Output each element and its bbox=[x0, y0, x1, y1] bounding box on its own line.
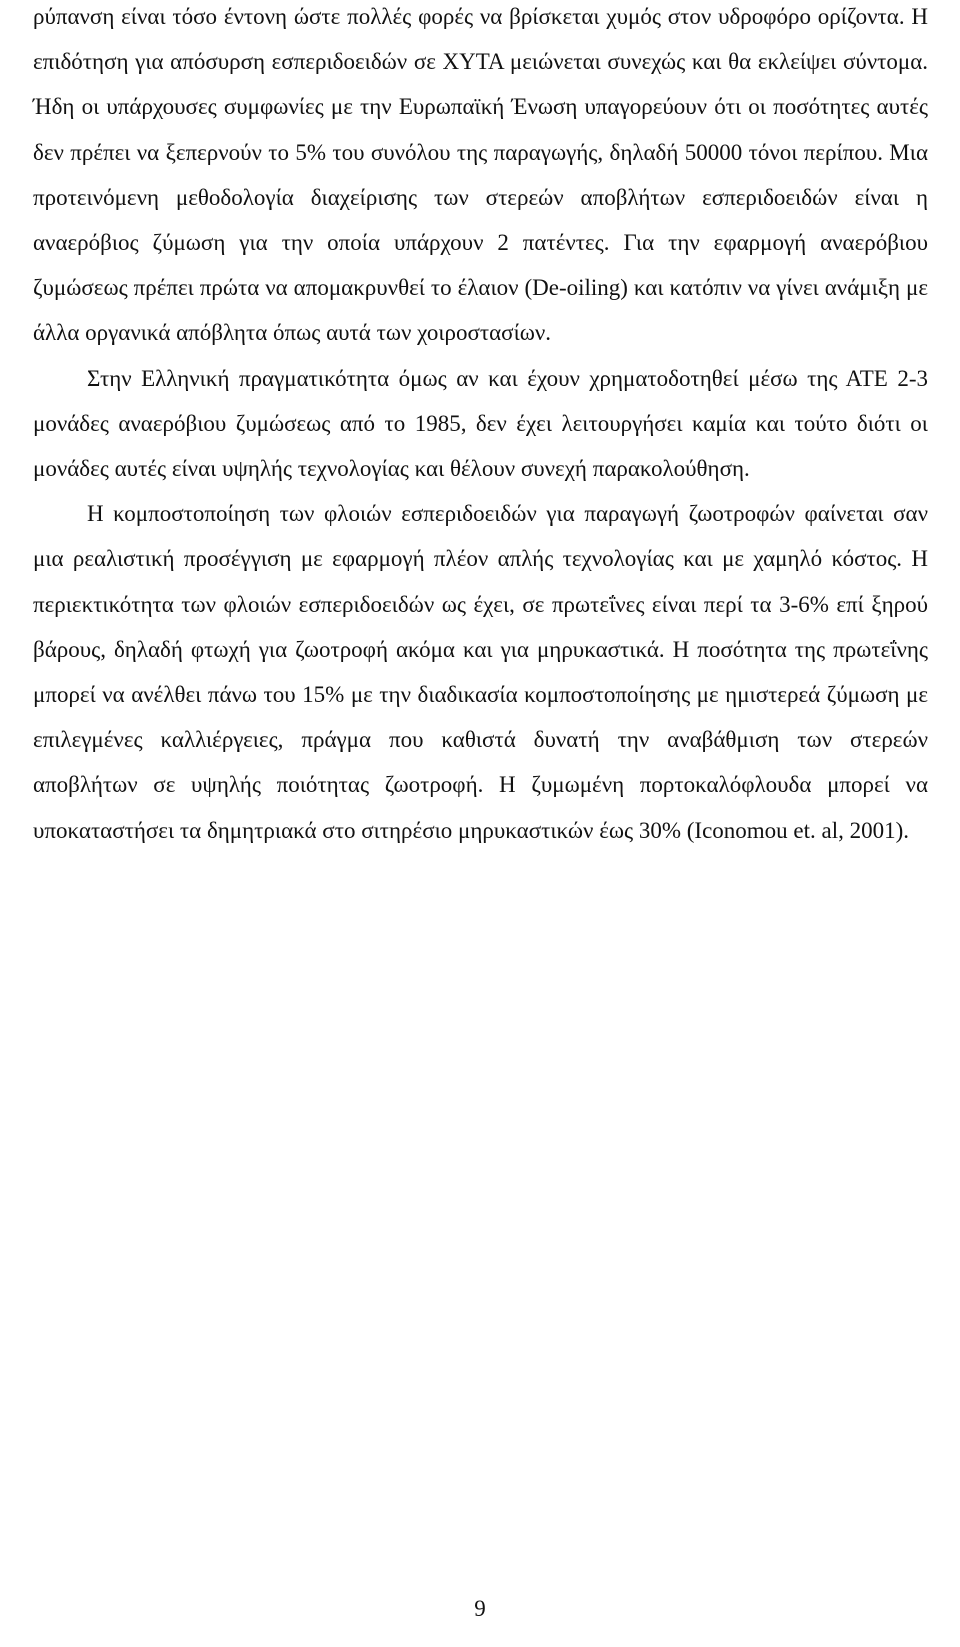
page-number: 9 bbox=[474, 1596, 486, 1621]
paragraph-composting-feed: Η κομποστοποίηση των φλοιών εσπεριδοειδών για παραγωγή ζωοτροφών φαίνεται σαν μια ρεαλιστική προσέγγιση με εφαρμογή πλέον απλής τεχνολογίας και με χαμηλό κόστος. Η περιεκτικότητα των φλοιών εσπεριδοειδών ως έχει, σε πρωτεΐνες είναι περί τα 3-6% επί ξηρού βάρους, δηλαδή φτωχή για ζωοτροφή ακόμα και για μηρυκαστικά. Η ποσότητα της πρωτεΐνης μπορεί να ανέλθει πάνω του 15% με την διαδικασία κομποστοποίησης με ημιστερεά ζύμωση με επιλεγμένες καλλιέργειες, πράγμα που καθιστά δυνατή την αναβάθμιση των στερεών αποβλήτων σε υψηλής ποιότητας ζωοτροφή. Η ζυμωμένη πορτοκαλόφλουδα μπορεί να υποκαταστήσει τα δημητριακά στο σιτηρέσιο μηρυκαστικών έως 30% (Iconomou et. al, 2001). bbox=[33, 501, 928, 843]
paragraph-anaerobic-units-greece: Στην Ελληνική πραγματικότητα όμως αν και έχουν χρηματοδοτηθεί μέσω της ΑΤΕ 2-3 μονάδες αναερόβιου ζυμώσεως από το 1985, δεν έχει λειτουργήσει καμία και τούτο διότι οι μονάδες αυτές είναι υψηλής τεχνολογίας και θέλουν συνεχή παρακολούθηση. bbox=[33, 365, 928, 482]
paragraph-citrus-waste-disposal: ρύπανση είναι τόσο έντονη ώστε πολλές φορές να βρίσκεται χυμός στον υδροφόρο ορίζοντα. Η επιδότηση για απόσυρση εσπεριδοειδών σε ΧΥΤΑ μειώνεται συνεχώς και θα εκλείψει σύντομα. Ήδη οι υπάρχουσες συμφωνίες με την Ευρωπαϊκή Ένωση υπαγορεύουν ότι οι ποσότητες αυτές δεν πρέπει να ξεπερνούν το 5% του συνόλου της παραγωγής, δηλαδή 50000 τόνοι περίπου. Μια προτεινόμενη μεθοδολογία διαχείρισης των στερεών αποβλήτων εσπεριδοειδών είναι η αναερόβιος ζύμωση για την οποία υπάρχουν 2 πατέντες. Για την εφαρμογή αναερόβιου ζυμώσεως πρέπει πρώτα να απομακρυνθεί το έλαιον (De-oiling) και κατόπιν να γίνει ανάμιξη με άλλα οργανικά απόβλητα όπως αυτά των χοιροστασίων. bbox=[33, 4, 928, 346]
document-page bbox=[33, 0, 928, 853]
